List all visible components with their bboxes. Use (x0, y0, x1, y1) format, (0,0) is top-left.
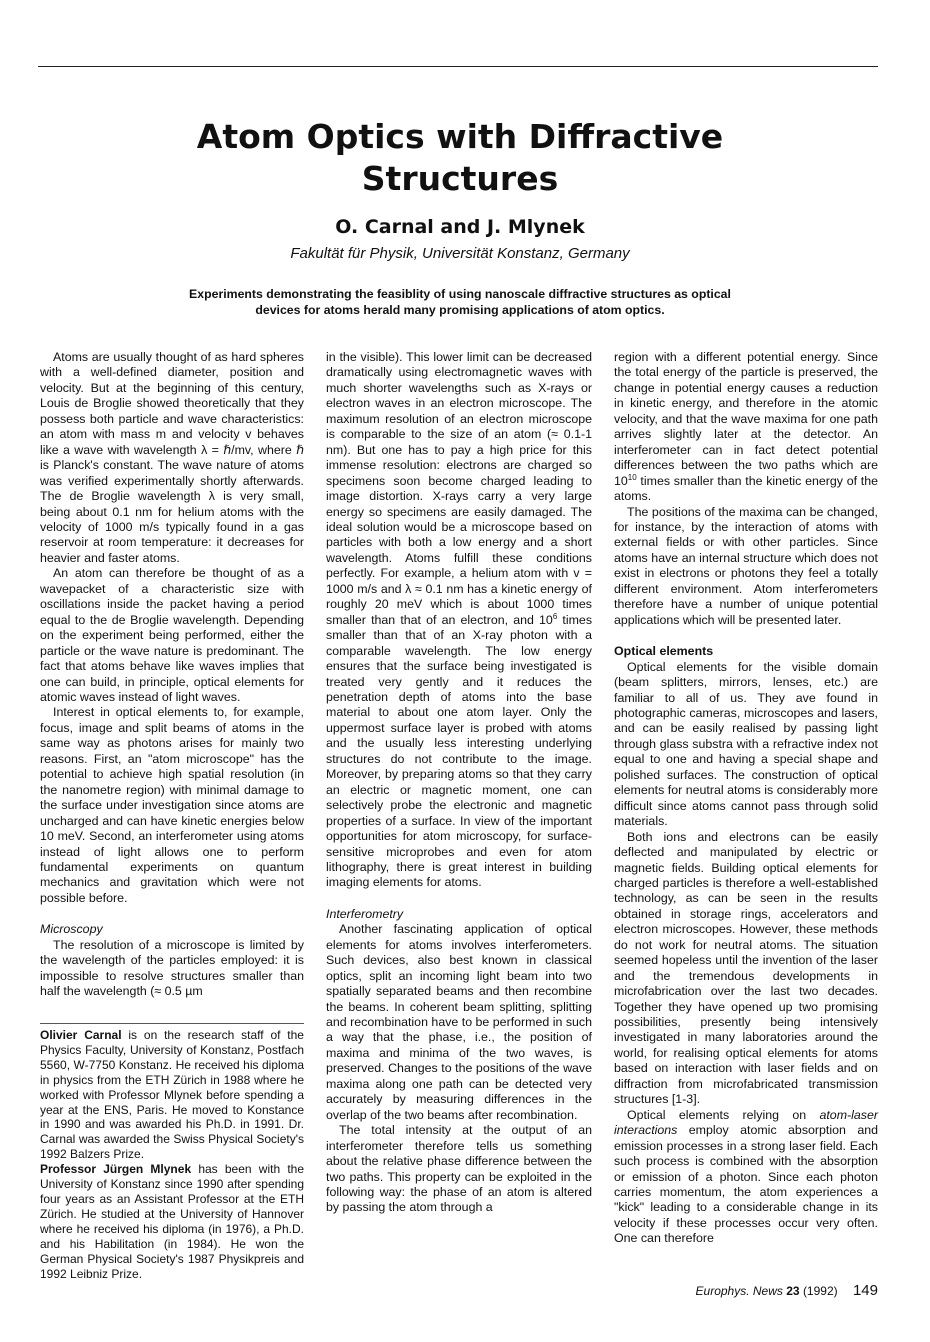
bio-mlynek (40, 1162, 304, 1281)
column-1 (40, 350, 304, 1000)
paragraph: An atom can therefore be thought of as a wavepacket of a characteristic size with oscillations inside the packet having a period equal to the de Broglie wavelength. Depending on the experiment being performed, either the particle or the wave nature is predominant. The fact that atoms behave like waves implies that one can build, in principle, optical elements for atomic waves instead of light waves. (40, 566, 304, 704)
superscript: 10 (627, 472, 637, 482)
text-run: employ atomic absorption and emission processes in a strong laser field. Each such process is combined with the absorption or emission of a photon. Since each photon carries momentum, the atom experiences a "kick" leading to a considerable change in its velocity if these processes occur very often. One can therefore (614, 1123, 878, 1246)
abstract-line-1: Experiments demonstrating the feasiblity of using nanoscale diffractive structures as optical (189, 287, 731, 301)
page-number: 149 (852, 1282, 878, 1299)
text-run: times smaller than that of an X-ray photon with a comparable wavelength. The low energy ensures that the surface being investigated is treated very gently and it reduces the penetration depth of atoms into the base material to about one atom layer. Only the uppermost surface layer is probed with atoms and the usually less interesting underlying structures do not contribute to the image. Moreover, by preparing atoms so that they carry an electric or magnetic moment, one can selectively probe the electronic and magnetic properties of a surface. In view of the important opportunities for atom microscopy, for surface-sensitive microprobes and even for atom lithography, there is great interest in building imaging elements for atoms. (326, 612, 593, 890)
paragraph: The positions of the maxima can be changed, for instance, by the interaction of atoms with external fields or with other particles. Since atoms have an internal structure which does not exist in electrons or photons they feel a totally different environment. Atom interferometers therefore have a number of unique potential applications which will be presented later. (614, 504, 878, 627)
bio-text: has been with the University of Konstanz since 1990 after spending four years as an Assistant Professor at the ETH Zürich. He studied at the University of Hannover where he received his diploma (in 1976), a Ph.D. and his Habilitation (in 1984). He won the German Physical Society's 1987 Physikpreis and 1992 Leibniz Prize. (40, 1162, 304, 1281)
bio-carnal (40, 1028, 304, 1162)
author-bio-box (40, 1023, 304, 1281)
page-footer (696, 1282, 878, 1299)
paragraph: Both ions and electrons can be easily deflected and manipulated by electric or magnetic fields. Building optical elements for charged particles is therefore a well-established technology, as can be seen in the results obtained in storage rings, accelerators and electron microscopes. However, these methods do not work for neutral atoms. The situation seemed hopeless until the invention of the laser and the tremendous developments in microfabrication over the last two decades. Together they have opened up two promising possibilities, presently being intensively investigated in many laboratories around the world, for realising optical elements for atoms based on interaction with laser fields and on diffraction from microfabricated transmission structures [1-3]. (614, 829, 878, 1107)
paragraph: Atoms are usually thought of as hard spheres with a well-defined diameter, position and velocity. But at the beginning of this century, Louis de Broglie showed theoretically that they possess both particle and wave characteristics: an atom with mass m and velocity v behaves like a wave with wavelength λ = ℏ/mv, where ℏ is Planck's constant. The wave nature of atoms was verified experimentally shortly afterwards. The de Broglie wavelength λ is very small, being about 0.1 nm for helium atoms with the velocity of 1000 m/s typically found in a gas reservoir at room temperature: it decreases for heavier and faster atoms. (40, 350, 304, 565)
section-heading-interferometry: Interferometry (326, 906, 404, 921)
paragraph (614, 350, 878, 505)
text-run: times smaller than the kinetic energy of the atoms. (614, 473, 878, 504)
column-3 (614, 350, 878, 1247)
bio-name: Olivier Carnal (40, 1028, 122, 1042)
text-run: region with a different potential energy. Since the total energy of the particle is preserved, the change in potential energy causes a reduction in kinetic energy, and therefore in the atomic velocity, and that the wave maxima for one path arrives slightly later at the detector. An interferometer can in fact detect potential differences between the two paths which are 10 (614, 350, 878, 488)
paragraph: Optical elements for the visible domain (beam splitters, mirrors, lenses, etc.) are familiar to all of us. They ave found in photographic cameras, microscopes and lasers, and can be easily realised by passing light through glass substra with a refractive index not equal to one and having a special shape and polished surfaces. The construction of optical elements for neutral atoms is considerably more difficult since atoms cannot pass through solid materials. (614, 659, 878, 829)
paragraph: The total intensity at the output of an interferometer therefore tells us something about the relative phase difference between the two paths. This property can be exploited in the following way: the phase of an atom is altered by passing the atom through a (326, 1123, 592, 1215)
column-2 (326, 350, 592, 1216)
journal-name: Europhys. News (695, 1284, 783, 1298)
paragraph (326, 350, 592, 891)
authors: O. Carnal and J. Mlynek (335, 216, 585, 238)
bio-text: is on the research staff of the Physics Faculty, University of Konstanz, Postfach 5560, W-7750 Konstanz. He received his diploma in physics from the ETH Zürich in 1988 where he worked with Professor Mlynek before spending a year at the ENS, Paris. He moved to Konstance in 1990 and was awarded his Ph.D. in 1991. Dr. Carnal was awarded the Swiss Physical Society's 1992 Balzers Prize. (40, 1028, 304, 1162)
text-run: Optical elements relying on (627, 1107, 820, 1122)
bio-name: Professor Jürgen Mlynek (40, 1162, 192, 1177)
title-line-2: Structures (361, 159, 559, 198)
section-heading-optical-elements: Optical elements (614, 644, 714, 659)
emphasis: atom-laser interactions (614, 1107, 878, 1138)
superscript: 6 (552, 611, 558, 621)
journal-year: (1992) (802, 1284, 838, 1298)
journal-volume: 23 (786, 1284, 800, 1298)
paragraph (614, 1108, 878, 1247)
article-title (40, 116, 880, 200)
text-run: in the visible). This lower limit can be decreased dramatically using electromagnetic waves with much shorter wavelengths such as X-rays or electron waves in an electron microscope. The maximum resolution of an electron microscope is comparable to the size of an atom (≈ 0.1-1 nm). But one has to pay a high price for this immense resolution: electrons are charged so specimens soon become charged leading to image distortion. X-rays carry a very large energy so specimens are easily damaged. The ideal solution would be a microscope based on particles with both a low energy and a short wavelength. Atoms fulfill these conditions perfectly. For example, a helium atom with v = 1000 m/s and λ ≈ 0.1 nm has a kinetic energy of roughly 20 meV which is about 1000 times smaller than that of an electron, and 10 (326, 350, 592, 627)
paragraph: Another fascinating application of optical elements for atoms involves interferometers. Such devices, also best known in classical optics, split an incoming light beam into two spatially separated beams and then recombine the beams. In coherent beam splitting, splitting and recombination have to be performed in such a way that the phase, i.e., the position of maxima and minima of the two waves, is preserved. Changes to the positions of the wave maxima along one path can be detected very accurately by measuring differences in the overlap of the two beams after recombination. (326, 922, 592, 1122)
section-heading-microscopy: Microscopy (40, 922, 103, 937)
paragraph: The resolution of a microscope is limited by the wavelength of the particles employed: it is impossible to resolve structures smaller than half the wavelength (≈ 0.5 µm (40, 937, 304, 999)
paragraph: Interest in optical elements to, for example, focus, image and split beams of atoms in the same way as photons arises for mainly two reasons. First, an "atom microscope" has the potential to achieve high spatial resolution (in the nanometre region) with minimal damage to the surface under investigation since atoms are uncharged and can have kinetic energies below 10 meV. Second, an interferometer using atoms instead of light allows one to perform fundamental experiments on quantum mechanics and gravitation which were not possible before. (40, 705, 304, 905)
affiliation: Fakultät für Physik, Universität Konstanz, Germany (290, 245, 630, 262)
abstract (160, 287, 760, 318)
title-line-1: Atom Optics with Diffractive (196, 117, 724, 156)
top-rule (38, 66, 878, 67)
abstract-line-2: devices for atoms herald many promising applications of atom optics. (255, 302, 665, 317)
